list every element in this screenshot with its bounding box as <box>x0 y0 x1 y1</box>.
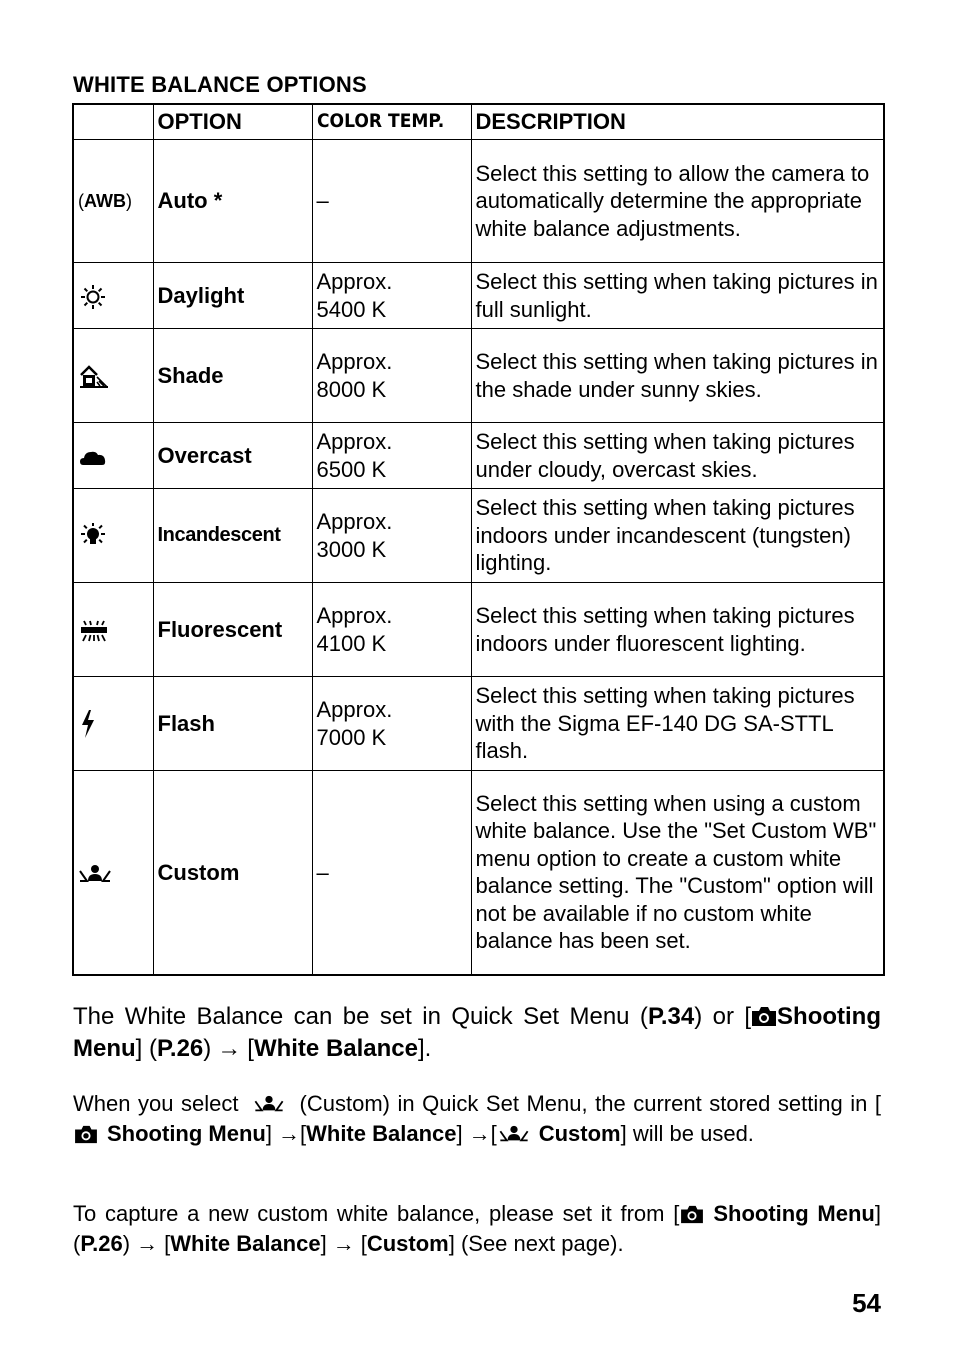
menu-name: Menu <box>817 1201 875 1226</box>
section-title: WHITE BALANCE OPTIONS <box>73 72 367 97</box>
bulb-icon <box>73 489 153 583</box>
page-reference: P.34 <box>647 1003 695 1030</box>
arrow-icon: → <box>217 1035 242 1062</box>
option-label: Custom <box>153 771 312 975</box>
table-row <box>73 771 884 975</box>
description: Select this setting when taking pictures with the Sigma EF-140 DG SA-STTL flash. <box>471 677 884 771</box>
description: Select this setting when using a custom white balance. Use the "Set Custom WB" menu option to create a custom white balance setting. The "Custom" option will not be available if no custom white balance has been set. <box>471 771 884 975</box>
menu-name: Shooting Menu <box>73 1003 881 1062</box>
arrow-icon: → <box>332 1230 355 1256</box>
color-temp: Approx. 8000 K <box>312 329 471 423</box>
menu-item: White Balance <box>253 1035 418 1062</box>
arrow-icon: → <box>136 1230 159 1256</box>
awb-icon: (AWB) <box>73 140 153 263</box>
color-temp: Approx. 5400 K <box>312 263 471 329</box>
table-header-row <box>73 104 884 140</box>
menu-item: Custom <box>538 1120 621 1146</box>
header-icon <box>73 104 153 140</box>
option-label: Fluorescent <box>153 583 312 677</box>
menu-item: White Balance <box>170 1230 321 1256</box>
table-row <box>73 263 884 329</box>
option-label: Auto * <box>153 140 312 263</box>
camera-icon <box>679 1204 705 1224</box>
description: Select this setting when taking pictures in the shade under sunny skies. <box>471 329 884 423</box>
description: Select this setting when taking pictures in full sunlight. <box>471 263 884 329</box>
custom-wb-icon <box>73 771 153 975</box>
paragraph-capture-custom: To capture a new custom white balance, please set it from [ Shooting Menu] (P.26) → [White Balance] → [Custom] (See next page). <box>73 1199 881 1258</box>
menu-name: Shooting Menu <box>107 1120 266 1146</box>
camera-icon <box>751 1005 777 1027</box>
page-reference: P.26 <box>157 1035 204 1062</box>
table-row <box>73 423 884 489</box>
table-row <box>73 329 884 423</box>
arrow-icon: → <box>277 1120 300 1146</box>
header-color-temp: COLOR TEMP. <box>312 104 471 140</box>
header-description: DESCRIPTION <box>471 104 884 140</box>
custom-wb-icon <box>497 1124 531 1144</box>
sun-icon <box>73 263 153 329</box>
cloud-icon <box>73 423 153 489</box>
menu-item: Custom <box>366 1230 449 1256</box>
shade-icon <box>73 329 153 423</box>
custom-wb-icon <box>252 1094 286 1114</box>
fluorescent-icon <box>73 583 153 677</box>
color-temp: – <box>312 771 471 975</box>
table-row <box>73 583 884 677</box>
description: Select this setting when taking pictures indoors under fluorescent lighting. <box>471 583 884 677</box>
page-number: 54 <box>852 1288 881 1318</box>
color-temp: – <box>312 140 471 263</box>
paragraph-custom-select: When you select (Custom) in Quick Set Menu, the current stored setting in [Shooting Menu] →[White Balance] →[ Custom] will be used. <box>73 1089 881 1148</box>
color-temp: Approx. 7000 K <box>312 677 471 771</box>
table-row <box>73 677 884 771</box>
option-label: Overcast <box>153 423 312 489</box>
option-label: Daylight <box>153 263 312 329</box>
flash-icon <box>73 677 153 771</box>
paragraph-quick-set: The White Balance can be set in Quick Set Menu (P.34) or [ Shooting Menu] (P.26) → [White Balance]. <box>73 1001 881 1065</box>
description: Select this setting when taking pictures under cloudy, overcast skies. <box>471 423 884 489</box>
menu-item: White Balance <box>306 1120 457 1146</box>
color-temp: Approx. 4100 K <box>312 583 471 677</box>
color-temp: Approx. 6500 K <box>312 423 471 489</box>
menu-name: Shooting <box>713 1201 809 1226</box>
option-label: Flash <box>153 677 312 771</box>
white-balance-table <box>72 103 885 976</box>
table-row <box>73 140 884 263</box>
description: Select this setting to allow the camera to automatically determine the appropriate white balance adjustments. <box>471 140 884 263</box>
description: Select this setting when taking pictures indoors under incandescent (tungsten) lighting. <box>471 489 884 583</box>
option-label: Incandescent <box>153 489 312 583</box>
table-row <box>73 489 884 583</box>
color-temp: Approx. 3000 K <box>312 489 471 583</box>
header-option: OPTION <box>153 104 312 140</box>
page-reference: P.26 <box>80 1230 123 1256</box>
camera-icon <box>73 1124 99 1144</box>
arrow-icon: → <box>468 1120 491 1146</box>
option-label: Shade <box>153 329 312 423</box>
